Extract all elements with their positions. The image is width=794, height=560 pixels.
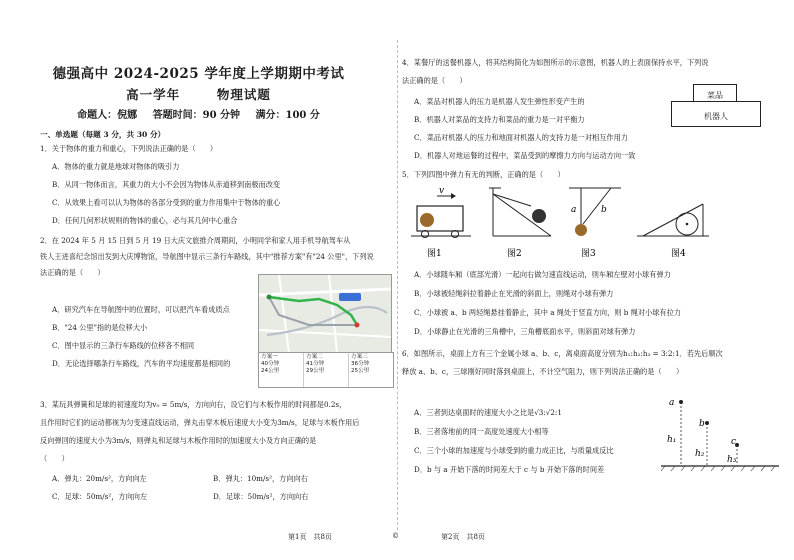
q1-option-b: B．从同一物体而言，其重力的大小不会因为物体从赤道移到南极而改变 — [52, 180, 281, 189]
q6-option-c: C．三个小球的加速度与小球受到的重力成正比，与质量成反比 — [414, 446, 614, 455]
q2-option-b: B．"24 公里"指的是位移大小 — [52, 323, 148, 332]
footer-page-left: 第1页 共8页 — [288, 533, 332, 541]
grade-label: 高一学年 — [126, 87, 181, 102]
q5-stem: 5．下列四图中弹力有无的判断，正确的是（ ） — [402, 170, 565, 179]
q2-line-3: 法正确的是（ ） — [40, 268, 105, 277]
ball-a-label: a — [669, 398, 675, 408]
score-label: 满分：100 分 — [255, 110, 320, 121]
q2-option-d: D．无论选择哪条行车路线，汽车的平均速度都是相同的 — [52, 359, 231, 368]
robot-label: 机器人 — [704, 112, 728, 121]
falling-balls-diagram — [661, 394, 781, 474]
q5-option-a: A．小球随车厢（底部光滑）一起向右做匀速直线运动，则车厢左壁对小球有弹力 — [414, 270, 671, 279]
q5-option-b: B．小球被轻绳斜拉着静止在光滑的斜面上，则绳对小球有弹力 — [414, 289, 614, 298]
q3-option-b: B．弹丸：10m/s²，方向向右 — [213, 474, 308, 483]
string-b-label: b — [601, 205, 607, 215]
robot-box — [671, 101, 761, 127]
q4-line-2: 法正确的是（ ） — [402, 76, 467, 85]
figure-3-strings — [569, 188, 621, 236]
h2-label: h₂ — [695, 449, 705, 459]
footer-page-right: 第2页 共8页 — [441, 533, 485, 541]
q1-stem: 1．关于物体的重力和重心，下列说法正确的是（ ） — [40, 144, 218, 153]
q6-line-2: 释放 a、b、c，三球刚好同时落到桌面上，不计空气阻力，则下列说法正确的是（ ） — [402, 367, 684, 376]
q1-option-d: D．任何几何形状规则的物体的重心，必与其几何中心重合 — [52, 216, 238, 225]
q1-option-c: C．从效果上看可以认为物体的各部分受到的重力作用集中于物体的重心 — [52, 198, 281, 207]
figure-2-ramp — [489, 188, 551, 236]
q2-option-a: A．研究汽车在导航图中的位置时，可以把汽车看成质点 — [52, 305, 230, 314]
plan-2[interactable]: 方案二 41分钟 29公里 — [304, 353, 349, 387]
q6-line-1: 6．如图所示，桌面上方有三个金属小球 a、b、c，离桌面高度分别为h₁:h₂:h₃ = 3:2:1．若先后顺次 — [402, 349, 723, 358]
q2-option-c: C．图中显示的三条行车路线的位移各不相同 — [52, 341, 195, 350]
q4-option-a: A．菜品对机器人的压力是机器人发生弹性形变产生的 — [414, 97, 585, 106]
q4-option-b: B．机器人对菜品的支持力和菜品的重力是一对平衡力 — [414, 115, 585, 124]
figure-1-label: 图1 — [427, 249, 442, 259]
plan-1[interactable]: 方案一 40分钟 24公里 — [259, 353, 304, 387]
q1-option-a: A．物体的重力就是地球对物体的吸引力 — [52, 162, 180, 171]
ball-b-label: b — [699, 419, 705, 429]
q5-figures — [411, 186, 711, 266]
figure-3-label: 图3 — [581, 249, 596, 259]
q3-option-d: D．足球：50m/s²，方向向右 — [213, 492, 309, 501]
q5-option-d: D．小球静止在光滑的三角槽中，三角槽底面水平，则斜面对球有弹力 — [414, 327, 636, 336]
setter-label: 命题人：倪娜 — [77, 110, 138, 121]
q4-option-d: D．机器人对地运餐的过程中，菜品受到的摩擦力方向与运动方向一致 — [414, 151, 636, 160]
q3-line-3: 反向弹回的速度大小为3m/s，则弹丸和足球与木板作用时的加速度大小及方向正确的是 — [40, 436, 317, 445]
figure-1-cart — [411, 186, 471, 238]
h1-label: h₁ — [667, 435, 677, 445]
q6-option-b: B．三者落地前的同一高度处速度大小相等 — [414, 427, 549, 436]
dish-label: 菜品 — [707, 91, 723, 100]
plan-3[interactable]: 方案三 36分钟 25公里 — [351, 354, 370, 374]
route-plans-legend — [258, 352, 394, 388]
right-page — [397, 0, 794, 560]
q3-line-4: （ ） — [40, 454, 69, 463]
exam-subtitle — [0, 85, 397, 103]
q6-option-a: A．三者到达桌面时的速度大小之比是√3:√2:1 — [414, 408, 562, 417]
h3-label: h₃ — [727, 455, 737, 465]
q6-option-d: D．b 与 a 开始下落的时间差大于 c 与 b 开始下落的时间差 — [414, 465, 605, 474]
q2-line-1: 2．在 2024 年 5 月 15 日到 5 月 19 日大庆文旅推介周期间，小明同学和家人用手机导航驾车从 — [40, 236, 351, 245]
figure-2-label: 图2 — [507, 249, 522, 259]
q5-option-c: C．小球被 a、b 两轻绳悬挂着静止，其中 a 绳处于竖直方向，则 b 绳对小球有拉力 — [414, 308, 681, 317]
map-roads-graphic — [259, 275, 391, 353]
dish-box — [693, 84, 737, 102]
q4-line-1: 4．某餐厅的送餐机器人，将其结构简化为如图所示的示意图，机器人的上表面保持水平，下列说 — [402, 58, 709, 67]
robot-diagram — [671, 84, 761, 128]
q3-line-2: 且作用时它们的运动都视为匀变速直线运动，弹丸击穿木板后速度大小变为3m/s，足球与木板作用后 — [40, 418, 360, 427]
figure-4-trough — [637, 204, 709, 236]
q2-line-2: 铁人王进喜纪念馆出发到大庆博物馆，导航图中显示三条行车路线，其中"推荐方案"有"24 公里"，下列说 — [40, 252, 374, 261]
exam-title: 德强高中 2024-2025 学年度上学期期中考试 — [52, 66, 345, 82]
q3-option-a: A．弹丸：20m/s²，方向向左 — [52, 474, 147, 483]
time-label: 答题时间：90 分钟 — [152, 110, 241, 121]
subject-label: 物理试题 — [216, 87, 271, 102]
exam-meta — [0, 106, 397, 121]
figure-4-label: 图4 — [671, 249, 686, 259]
string-a-label: a — [571, 205, 577, 215]
footer-center-mark: © — [392, 532, 399, 540]
velocity-label: v — [439, 186, 445, 196]
section-heading: 一、单选题（每题 3 分，共 30 分） — [40, 130, 166, 139]
q4-option-c: C．菜品对机器人的压力和地面对机器人的支持力是一对相互作用力 — [414, 133, 628, 142]
q3-line-1: 3．某玩具弹簧和足球的初速度均为v₀ = 5m/s，方向向右，设它们与木板作用的时间都是0.2s， — [40, 400, 347, 409]
ball-c-label: c — [731, 437, 737, 447]
q3-option-c: C．足球：50m/s²，方向向左 — [52, 492, 148, 501]
